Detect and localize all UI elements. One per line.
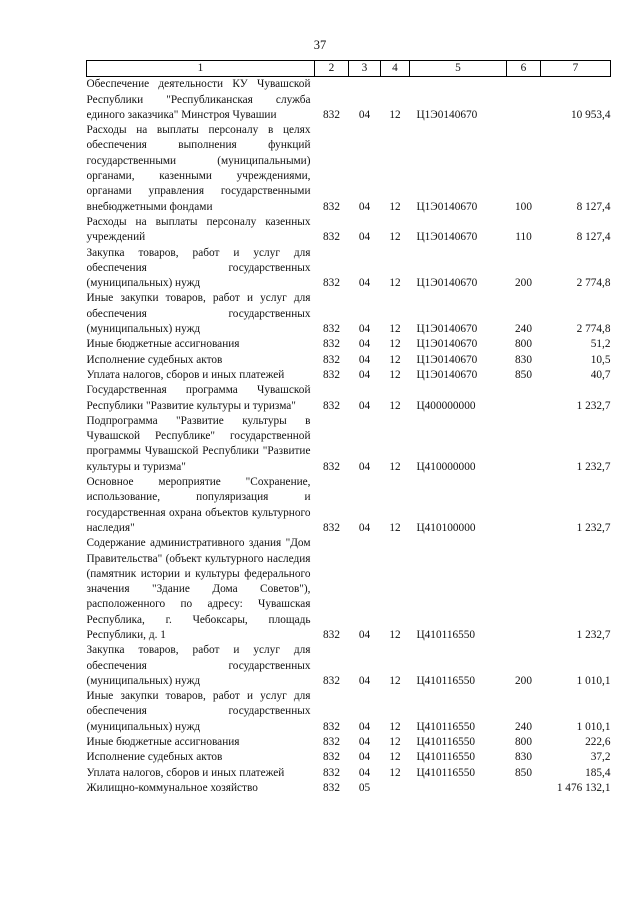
table-row (87, 383, 611, 414)
row-grbs-cell: 832 (323, 338, 340, 351)
row-expense-type-cell: 200 (515, 277, 532, 290)
row-target-article-cell: Ц410100000 (416, 521, 476, 534)
row-expense-type-cell (507, 414, 541, 475)
row-section-cell: 04 (358, 399, 371, 412)
row-amount-cell: 10 953,4 (570, 108, 611, 121)
row-target-article-cell: Ц410116550 (416, 674, 476, 687)
table-row (87, 766, 611, 781)
row-name-cell: Иные закупки товаров, работ и услуг для обеспечения государственных (муниципальных) нужд (86, 292, 311, 336)
row-target-article-cell: Ц1Э0140670 (416, 108, 478, 121)
row-subsection-cell: 12 (389, 200, 401, 213)
row-target-article-cell: Ц410116550 (416, 766, 476, 779)
budget-table (86, 60, 611, 796)
row-amount-cell: 8 127,4 (576, 231, 611, 244)
row-expense-type-cell: 830 (515, 751, 532, 764)
row-name-cell: Иные бюджетные ассигнования (86, 338, 240, 351)
table-row (87, 368, 611, 383)
row-target-article-cell: Ц410116550 (416, 720, 476, 733)
row-amount-cell: 1 476 132,1 (556, 781, 611, 794)
row-target-article-cell: Ц410116550 (416, 736, 476, 749)
row-grbs-cell: 832 (323, 353, 340, 366)
row-amount-cell: 1 232,7 (576, 399, 611, 412)
row-expense-type-cell (507, 475, 541, 536)
table-row (87, 353, 611, 368)
row-grbs-cell: 832 (323, 231, 340, 244)
row-grbs-cell: 832 (323, 368, 340, 381)
row-expense-type-cell (507, 781, 541, 796)
row-name-cell: Уплата налогов, сборов и иных платежей (86, 766, 285, 779)
column-header-3: 3 (349, 61, 381, 77)
row-section-cell: 04 (358, 353, 371, 366)
row-expense-type-cell (507, 383, 541, 414)
row-amount-cell: 10,5 (590, 353, 611, 366)
column-header-row (87, 61, 611, 77)
row-name-cell: Государственная программа Чувашской Республики "Развитие культуры и туризма" (86, 384, 311, 412)
row-grbs-cell: 832 (323, 277, 340, 290)
row-grbs-cell: 832 (323, 323, 340, 336)
row-amount-cell: 51,2 (590, 338, 611, 351)
row-section-cell: 04 (358, 460, 371, 473)
table-row (87, 781, 611, 796)
row-expense-type-cell: 240 (515, 323, 532, 336)
row-amount-cell: 37,2 (590, 751, 611, 764)
row-grbs-cell: 832 (323, 751, 340, 764)
table-row (87, 643, 611, 689)
row-expense-type-cell: 100 (515, 200, 532, 213)
row-name-cell: Иные закупки товаров, работ и услуг для обеспечения государственных (муниципальных) нужд (86, 690, 311, 733)
row-name-cell: Обеспечение деятельности КУ Чувашской Республики "Республиканская служба единого заказчика" Минстроя Чувашии (86, 78, 311, 121)
row-name-cell: Закупка товаров, работ и услуг для обеспечения государственных (муниципальных) нужд (86, 644, 311, 687)
row-grbs-cell: 832 (323, 720, 340, 733)
table-row (87, 123, 611, 215)
row-section-cell: 04 (358, 231, 371, 244)
row-name-cell: Основное мероприятие "Сохранение, использование, популяризация и государственная охрана объектов культурного наследия" (86, 476, 311, 534)
row-subsection-cell: 12 (389, 231, 401, 244)
row-subsection-cell: 12 (389, 674, 401, 687)
row-amount-cell: 222,6 (585, 736, 611, 749)
row-section-cell: 04 (358, 628, 371, 641)
row-section-cell: 04 (358, 200, 371, 213)
row-grbs-cell: 832 (323, 399, 340, 412)
table-row (87, 77, 611, 123)
row-subsection-cell: 12 (389, 720, 401, 733)
row-section-cell: 04 (358, 751, 371, 764)
row-section-cell: 04 (358, 338, 371, 351)
row-target-article-cell: Ц410116550 (416, 751, 476, 764)
row-amount-cell: 1 232,7 (576, 628, 611, 641)
row-name-cell: Уплата налогов, сборов и иных платежей (86, 368, 285, 381)
row-amount-cell: 8 127,4 (576, 200, 611, 213)
row-amount-cell: 185,4 (585, 766, 611, 779)
row-section-cell: 04 (358, 736, 371, 749)
row-expense-type-cell: 800 (515, 338, 532, 351)
row-expense-type-cell (507, 536, 541, 643)
row-section-cell: 04 (358, 323, 371, 336)
row-target-article-cell: Ц410000000 (416, 460, 476, 473)
row-amount-cell: 1 010,1 (576, 674, 611, 687)
row-grbs-cell: 832 (323, 766, 340, 779)
column-header-6: 6 (507, 61, 541, 77)
row-amount-cell: 1 232,7 (576, 521, 611, 534)
row-subsection-cell: 12 (389, 766, 401, 779)
row-grbs-cell: 832 (323, 521, 340, 534)
row-target-article-cell: Ц1Э0140670 (416, 353, 478, 366)
row-subsection-cell: 12 (389, 108, 401, 121)
table-row (87, 536, 611, 643)
row-subsection-cell: 12 (389, 338, 401, 351)
column-header-7: 7 (541, 61, 611, 77)
table-row (87, 735, 611, 750)
table-row (87, 215, 611, 246)
row-target-article-cell: Ц1Э0140670 (416, 200, 478, 213)
table-row (87, 750, 611, 765)
row-subsection-cell: 12 (389, 399, 401, 412)
row-target-article-cell: Ц1Э0140670 (416, 277, 478, 290)
row-target-article-cell (410, 781, 507, 796)
row-target-article-cell: Ц1Э0140670 (416, 323, 478, 336)
row-expense-type-cell: 800 (515, 736, 532, 749)
row-grbs-cell: 832 (323, 736, 340, 749)
table-row (87, 246, 611, 292)
row-name-cell: Закупка товаров, работ и услуг для обеспечения государственных (муниципальных) нужд (86, 246, 311, 290)
row-name-cell: Иные бюджетные ассигнования (86, 736, 240, 749)
row-section-cell: 04 (358, 108, 371, 121)
row-subsection-cell: 12 (389, 751, 401, 764)
row-section-cell: 04 (358, 720, 371, 733)
row-amount-cell: 1 010,1 (576, 720, 611, 733)
row-name-cell: Исполнение судебных актов (86, 353, 223, 366)
column-header-4: 4 (381, 61, 410, 77)
row-subsection-cell: 12 (389, 736, 401, 749)
row-name-cell: Расходы на выплаты персоналу казенных учреждений (86, 215, 311, 244)
table-body (87, 77, 611, 796)
table-row (87, 337, 611, 352)
row-target-article-cell: Ц1Э0140670 (416, 368, 478, 381)
row-expense-type-cell: 830 (515, 353, 532, 366)
page-number: 37 (313, 38, 327, 52)
row-target-article-cell: Ц400000000 (416, 399, 476, 412)
row-expense-type-cell (507, 77, 541, 123)
row-subsection-cell: 12 (389, 368, 401, 381)
row-grbs-cell: 832 (323, 460, 340, 473)
row-grbs-cell: 832 (323, 628, 340, 641)
row-subsection-cell: 12 (389, 628, 401, 641)
row-grbs-cell: 832 (323, 781, 340, 794)
row-subsection-cell: 12 (389, 521, 401, 534)
row-name-cell: Расходы на выплаты персоналу в целях обеспечения выполнения функций государственными (муниципальными) органами, казенными учреждениями, органами управления государственными внебюджетными фондами (86, 124, 311, 213)
row-grbs-cell: 832 (323, 200, 340, 213)
row-target-article-cell: Ц1Э0140670 (416, 338, 478, 351)
table-row (87, 475, 611, 536)
row-section-cell: 04 (358, 368, 371, 381)
row-section-cell: 04 (358, 277, 371, 290)
row-name-cell: Жилищно-коммунальное хозяйство (86, 781, 258, 794)
row-subsection-cell: 12 (389, 460, 401, 473)
row-grbs-cell: 832 (323, 108, 340, 121)
table-row (87, 291, 611, 337)
row-amount-cell: 2 774,8 (576, 277, 611, 290)
row-section-cell: 04 (358, 674, 371, 687)
row-amount-cell: 40,7 (590, 368, 611, 381)
row-expense-type-cell: 200 (515, 674, 532, 687)
row-name-cell: Подпрограмма "Развитие культуры в Чувашской Республике" государственной программы Чувашской Республики "Развитие культуры и туризма" (86, 414, 311, 473)
row-subsection-cell: 12 (389, 277, 401, 290)
row-expense-type-cell: 850 (515, 368, 532, 381)
row-expense-type-cell: 110 (515, 231, 532, 244)
table-row (87, 414, 611, 475)
table-row (87, 689, 611, 735)
row-expense-type-cell: 850 (515, 766, 532, 779)
row-expense-type-cell: 240 (515, 720, 532, 733)
row-target-article-cell: Ц410116550 (416, 628, 476, 641)
row-name-cell: Содержание административного здания "Дом Правительства" (объект культурного наследия (памятник истории и культуры федерального значения "Здание Дома Советов"), расположенного по адресу: Чувашская Республика, г. Чебоксары, площадь Республики, д. 1 (86, 537, 311, 641)
row-section-cell: 04 (358, 521, 371, 534)
row-section-cell: 05 (358, 781, 371, 794)
column-header-5: 5 (410, 61, 507, 77)
row-section-cell: 04 (358, 766, 371, 779)
row-subsection-cell: 12 (389, 323, 401, 336)
row-grbs-cell: 832 (323, 674, 340, 687)
row-amount-cell: 1 232,7 (576, 460, 611, 473)
row-amount-cell: 2 774,8 (576, 323, 611, 336)
row-target-article-cell: Ц1Э0140670 (416, 231, 478, 244)
row-subsection-cell: 12 (389, 353, 401, 366)
column-header-1: 1 (87, 61, 315, 77)
row-subsection-cell (381, 781, 410, 796)
row-name-cell: Исполнение судебных актов (86, 751, 223, 764)
column-header-2: 2 (315, 61, 349, 77)
